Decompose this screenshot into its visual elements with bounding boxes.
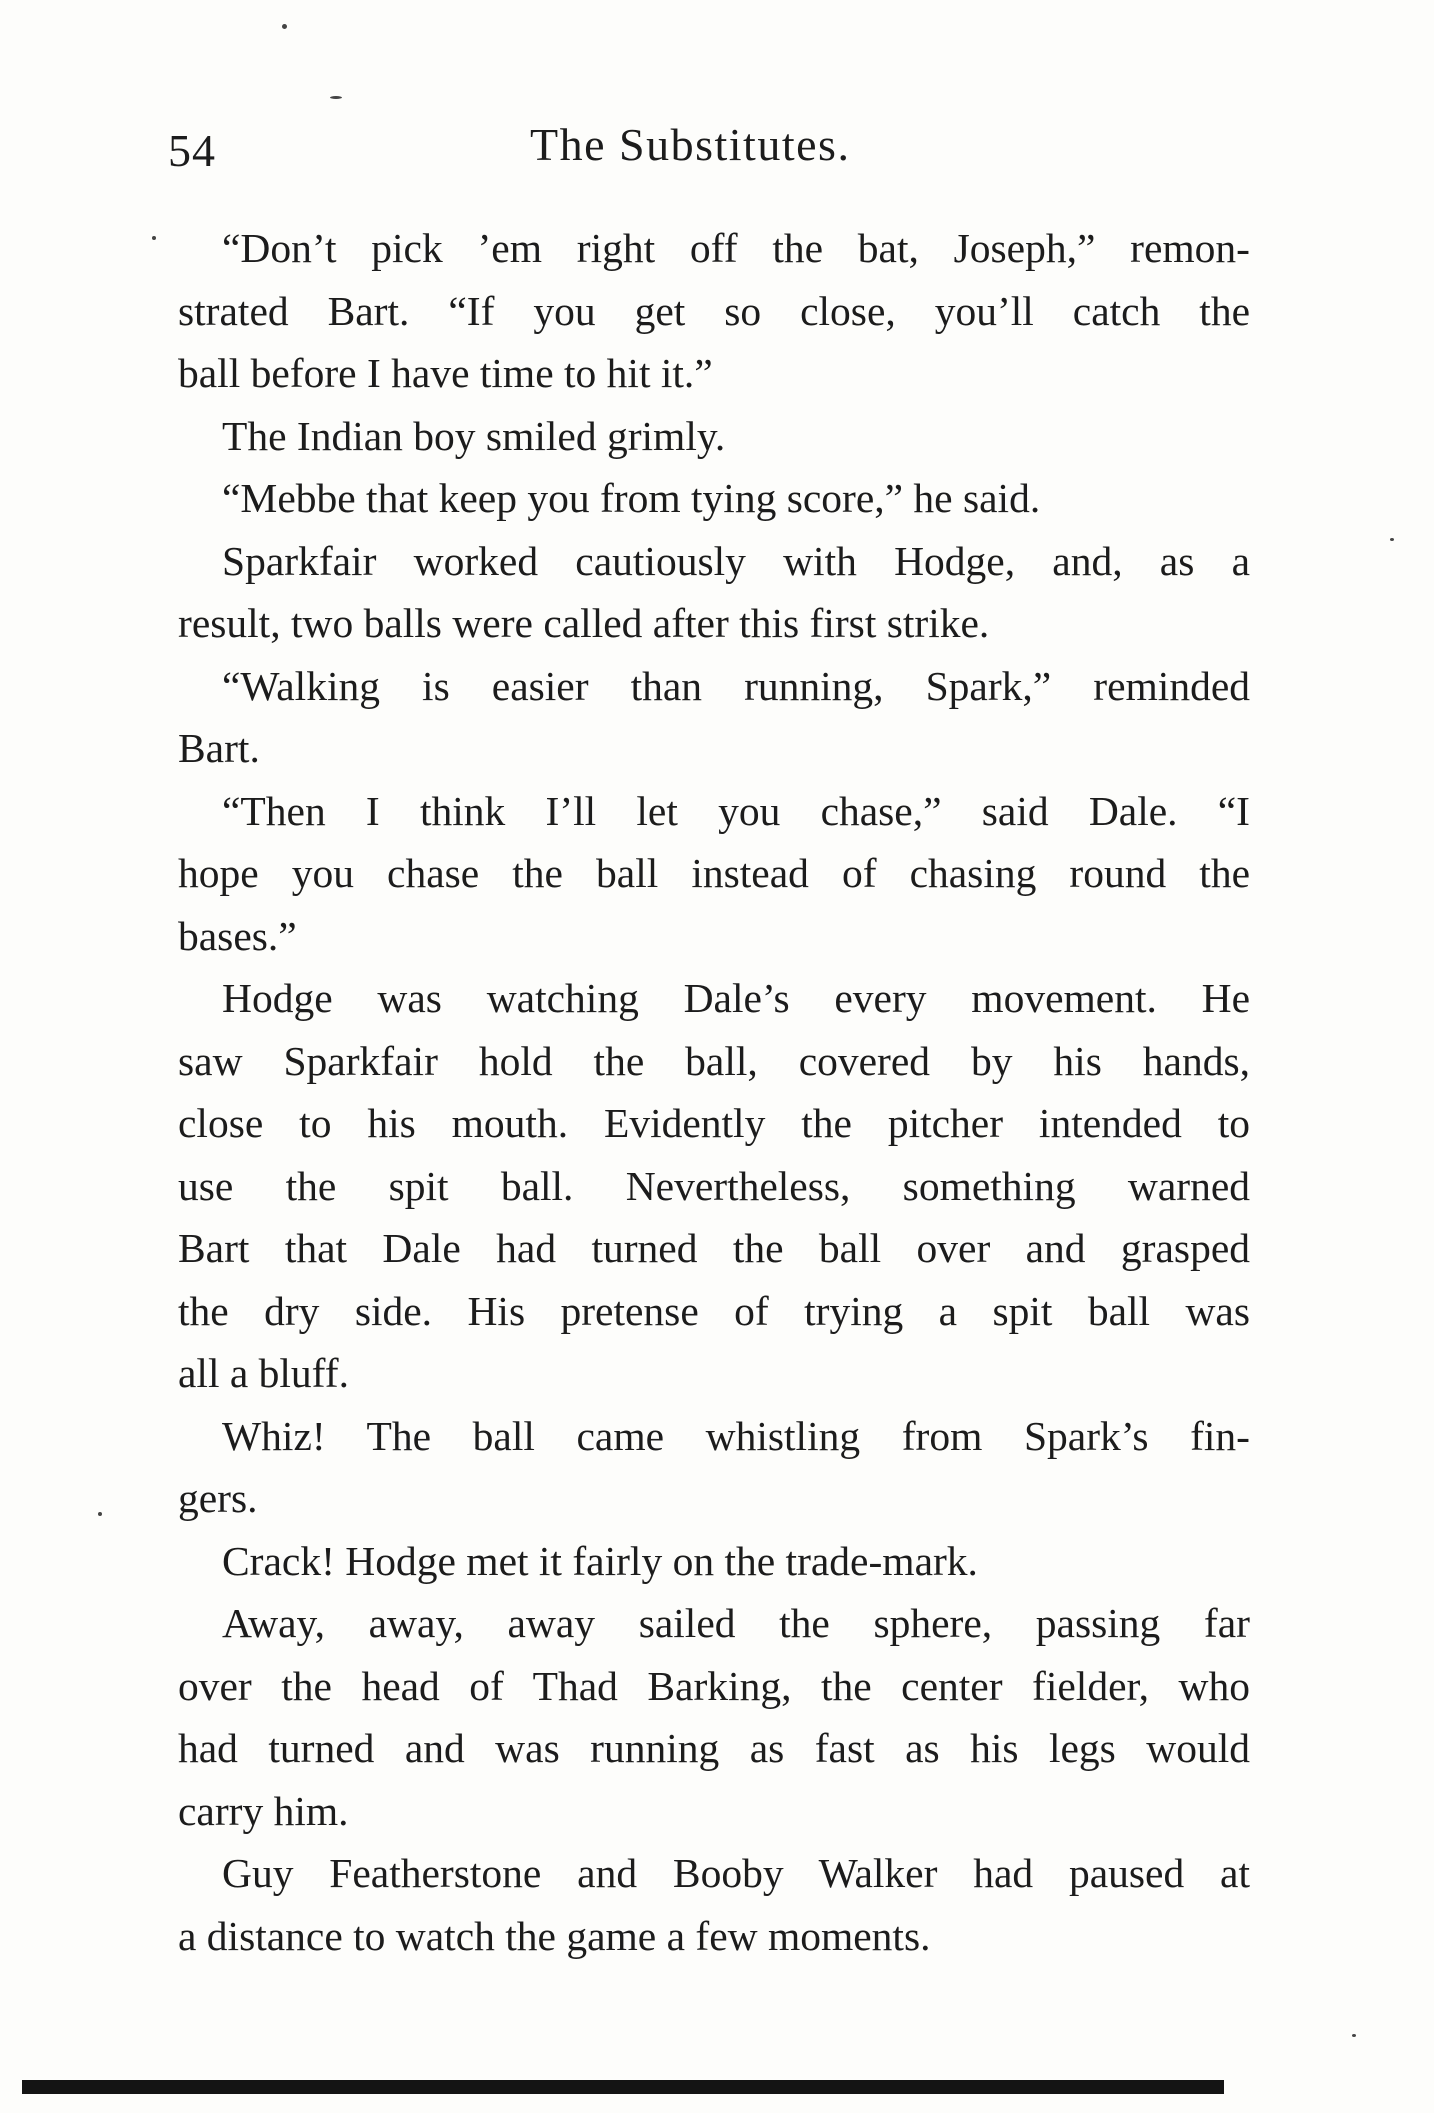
text-line: Sparkfair worked cautiously with Hodge, and, as a xyxy=(222,538,1250,584)
text-line: over the head of Thad Barking, the center fielder, who xyxy=(178,1663,1250,1709)
text-line: the dry side. His pretense of trying a spit ball was xyxy=(178,1288,1250,1334)
text-line: Guy Featherstone and Booby Walker had paused at xyxy=(222,1850,1250,1896)
text-line: close to his mouth. Evidently the pitcher intended to xyxy=(178,1100,1250,1146)
text-line: a distance to watch the game a few moments. xyxy=(178,1913,931,1959)
scan-speck xyxy=(282,24,287,29)
text-line: ball before I have time to hit it.” xyxy=(178,350,713,396)
text-line: result, two balls were called after this first strike. xyxy=(178,600,990,646)
text-line: strated Bart. “If you get so close, you’ll catch the xyxy=(178,288,1250,334)
text-line: The Indian boy smiled grimly. xyxy=(222,413,726,459)
text-line: Away, away, away sailed the sphere, passing far xyxy=(222,1600,1250,1646)
text-line: gers. xyxy=(178,1475,258,1521)
scan-speck xyxy=(330,96,342,99)
text-line: Bart. xyxy=(178,725,260,771)
scan-speck xyxy=(98,1512,102,1516)
text-line: “Then I think I’ll let you chase,” said Dale. “I xyxy=(222,788,1250,834)
text-line: hope you chase the ball instead of chasing round the xyxy=(178,850,1250,896)
scan-speck xyxy=(1390,538,1394,541)
scan-speck xyxy=(152,236,156,240)
text-line: “Walking is easier than running, Spark,” reminded xyxy=(222,663,1250,709)
text-line: Bart that Dale had turned the ball over and grasped xyxy=(178,1225,1250,1271)
text-line: saw Sparkfair hold the ball, covered by his hands, xyxy=(178,1038,1250,1084)
text-line: had turned and was running as fast as his legs would xyxy=(178,1725,1250,1771)
text-line: use the spit ball. Nevertheless, something warned xyxy=(178,1163,1250,1209)
page-number: 54 xyxy=(168,125,216,176)
scan-speck xyxy=(1352,2034,1356,2037)
bottom-rule xyxy=(22,2080,1224,2094)
text-line: “Mebbe that keep you from tying score,” he said. xyxy=(222,475,1041,521)
text-line: carry him. xyxy=(178,1788,349,1834)
text-line: “Don’t pick ’em right off the bat, Joseph,” remon- xyxy=(222,225,1250,271)
text-line: Hodge was watching Dale’s every movement. He xyxy=(222,975,1250,1021)
text-line: Crack! Hodge met it fairly on the trade-mark. xyxy=(222,1538,978,1584)
running-title: The Substitutes. xyxy=(530,119,851,170)
text-line: bases.” xyxy=(178,913,297,959)
text-line: Whiz! The ball came whistling from Spark’s fin- xyxy=(222,1413,1250,1459)
text-line: all a bluff. xyxy=(178,1350,349,1396)
